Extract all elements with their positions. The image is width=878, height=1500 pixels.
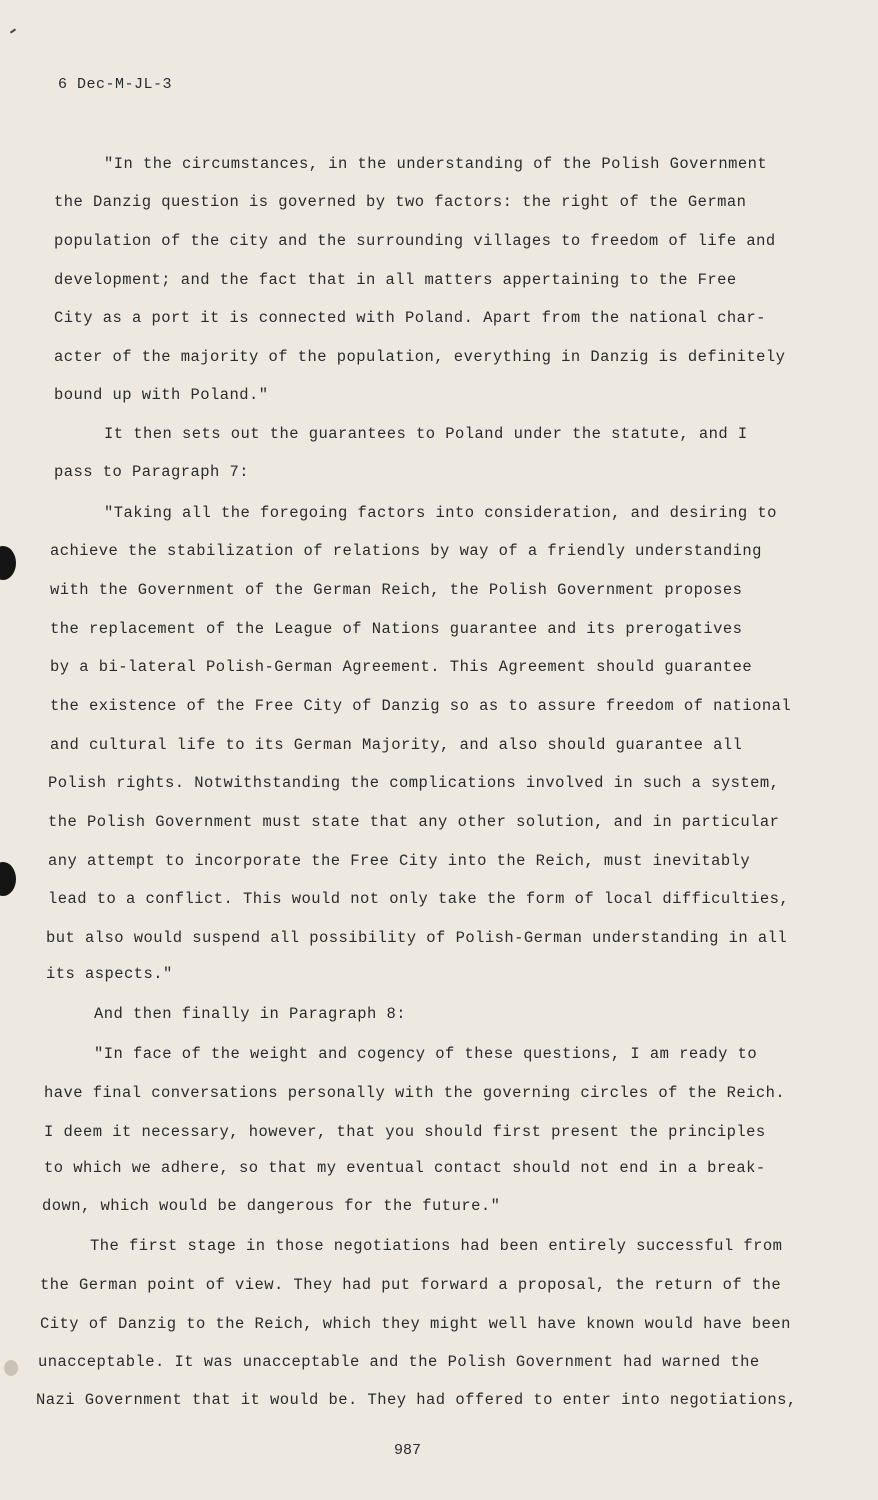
text-line: It then sets out the guarantees to Poland under the statute, and I [104, 425, 748, 443]
text-line: "Taking all the foregoing factors into consideration, and desiring to [104, 504, 777, 522]
text-line: the replacement of the League of Nations guarantee and its prerogatives [50, 620, 743, 638]
text-line: City as a port it is connected with Poland. Apart from the national char- [54, 309, 766, 327]
text-line: any attempt to incorporate the Free City into the Reich, must inevitably [48, 852, 751, 870]
text-line: unacceptable. It was unacceptable and the Polish Government had warned the [38, 1353, 760, 1371]
page-number: 987 [394, 1442, 422, 1459]
text-line: Nazi Government that it would be. They had offered to enter into negotiations, [36, 1391, 797, 1409]
text-line: the Polish Government must state that any other solution, and in particular [48, 813, 780, 831]
pen-mark [10, 28, 16, 33]
text-line: acter of the majority of the population, everything in Danzig is definitely [54, 348, 786, 366]
text-line: its aspects." [46, 965, 173, 983]
text-line: achieve the stabilization of relations by way of a friendly understanding [50, 542, 762, 560]
text-line: The first stage in those negotiations had been entirely successful from [90, 1237, 783, 1255]
text-line: "In face of the weight and cogency of these questions, I am ready to [94, 1045, 758, 1063]
text-line: pass to Paragraph 7: [54, 463, 250, 481]
punch-hole [0, 862, 16, 896]
text-line: "In the circumstances, in the understanding of the Polish Government [104, 155, 768, 173]
text-line: lead to a conflict. This would not only take the form of local difficulties, [48, 890, 790, 908]
text-line: City of Danzig to the Reich, which they might well have known would have been [40, 1315, 791, 1333]
text-line: but also would suspend all possibility of Polish-German understanding in all [46, 929, 788, 947]
paper-stain [4, 1360, 18, 1376]
text-line: by a bi-lateral Polish-German Agreement. This Agreement should guarantee [50, 658, 753, 676]
page-header: 6 Dec-M-JL-3 [58, 76, 173, 93]
text-line: population of the city and the surrounding villages to freedom of life and [54, 232, 776, 250]
text-line: development; and the fact that in all matters appertaining to the Free [54, 271, 737, 289]
text-line: to which we adhere, so that my eventual contact should not end in a break- [44, 1159, 766, 1177]
text-line: have final conversations personally with the governing circles of the Reich. [44, 1084, 786, 1102]
text-line: the existence of the Free City of Danzig so as to assure freedom of national [50, 697, 792, 715]
text-line: the German point of view. They had put forward a proposal, the return of the [40, 1276, 782, 1294]
punch-hole [0, 546, 16, 580]
text-line: bound up with Poland." [54, 386, 269, 404]
text-line: Polish rights. Notwithstanding the complications involved in such a system, [48, 774, 780, 792]
text-line: and cultural life to its German Majority, and also should guarantee all [50, 736, 743, 754]
text-line: the Danzig question is governed by two factors: the right of the German [54, 193, 747, 211]
text-line: with the Government of the German Reich, the Polish Government proposes [50, 581, 743, 599]
text-line: down, which would be dangerous for the future." [42, 1197, 501, 1215]
text-line: And then finally in Paragraph 8: [94, 1005, 407, 1023]
text-line: I deem it necessary, however, that you should first present the principles [44, 1123, 766, 1141]
